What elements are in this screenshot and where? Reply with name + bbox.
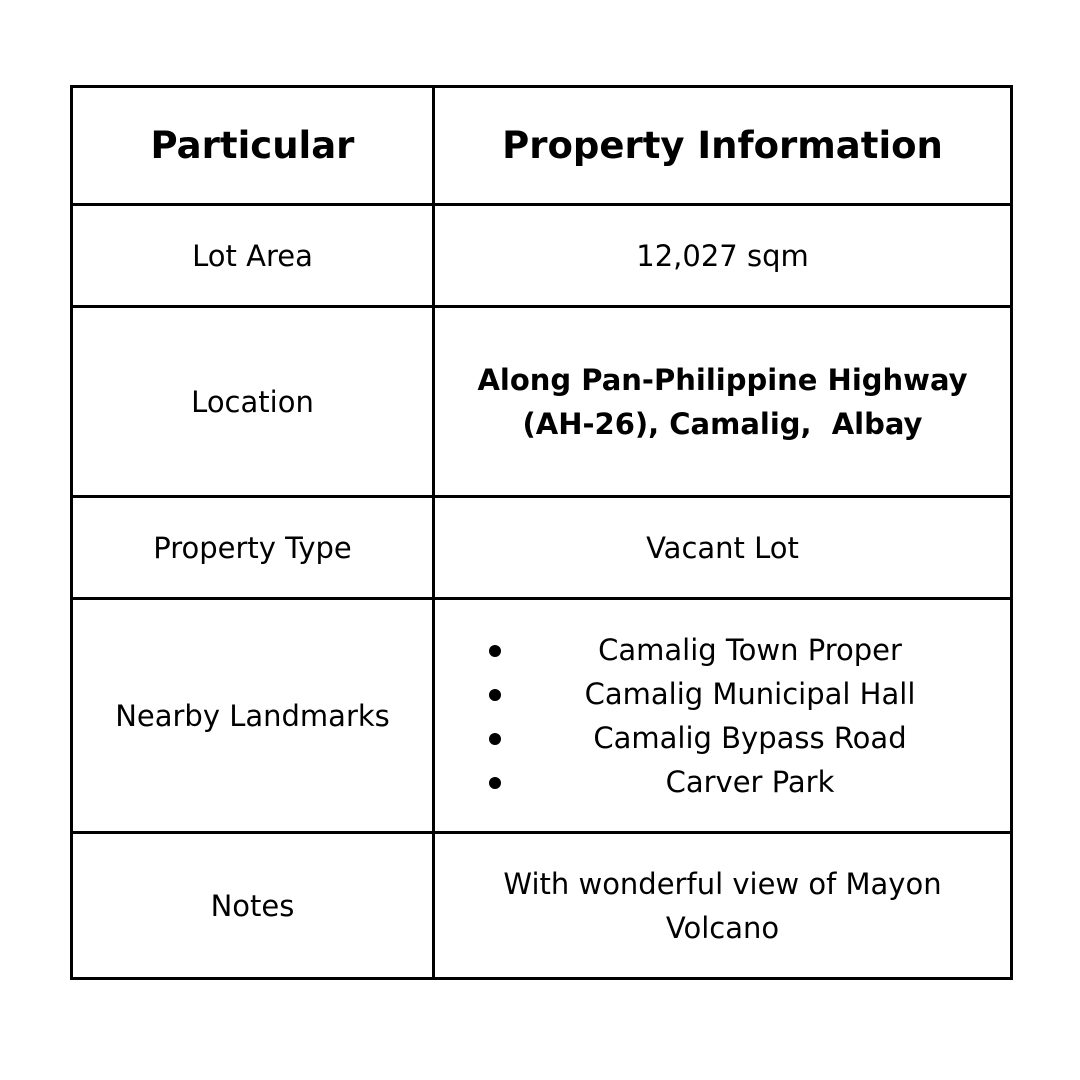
location-value (434, 307, 1012, 497)
table-row (72, 497, 1012, 599)
header-particular: Particular (72, 87, 434, 205)
table-header-row (72, 87, 1012, 205)
list-item (455, 672, 990, 716)
table-row (72, 307, 1012, 497)
location-value-line1: Along Pan-Philippine Highway (477, 362, 968, 397)
table-row (72, 599, 1012, 833)
bullet-icon (489, 645, 501, 657)
lot-area-label: Lot Area (72, 205, 434, 307)
property-type-value: Vacant Lot (434, 497, 1012, 599)
bullet-icon (489, 689, 501, 701)
landmark-text: Carver Park (665, 764, 835, 799)
table-row (72, 833, 1012, 979)
header-property-information: Property Information (434, 87, 1012, 205)
table-row (72, 205, 1012, 307)
notes-value: With wonderful view of Mayon Volcano (434, 833, 1012, 979)
list-item (455, 716, 990, 760)
bullet-icon (489, 733, 501, 745)
landmark-text: Camalig Bypass Road (593, 720, 907, 755)
property-type-label: Property Type (72, 497, 434, 599)
property-table-container (70, 85, 1010, 980)
nearby-landmarks-label: Nearby Landmarks (72, 599, 434, 833)
landmark-text: Camalig Municipal Hall (584, 676, 916, 711)
lot-area-value: 12,027 sqm (434, 205, 1012, 307)
landmark-text: Camalig Town Proper (598, 632, 902, 667)
list-item (455, 628, 990, 672)
nearby-landmarks-value (434, 599, 1012, 833)
location-value-line2: (AH-26), Camalig, Albay (522, 406, 923, 441)
location-label: Location (72, 307, 434, 497)
property-table (70, 85, 1013, 980)
list-item (455, 760, 990, 804)
bullet-icon (489, 777, 501, 789)
notes-label: Notes (72, 833, 434, 979)
landmarks-list (455, 628, 990, 804)
